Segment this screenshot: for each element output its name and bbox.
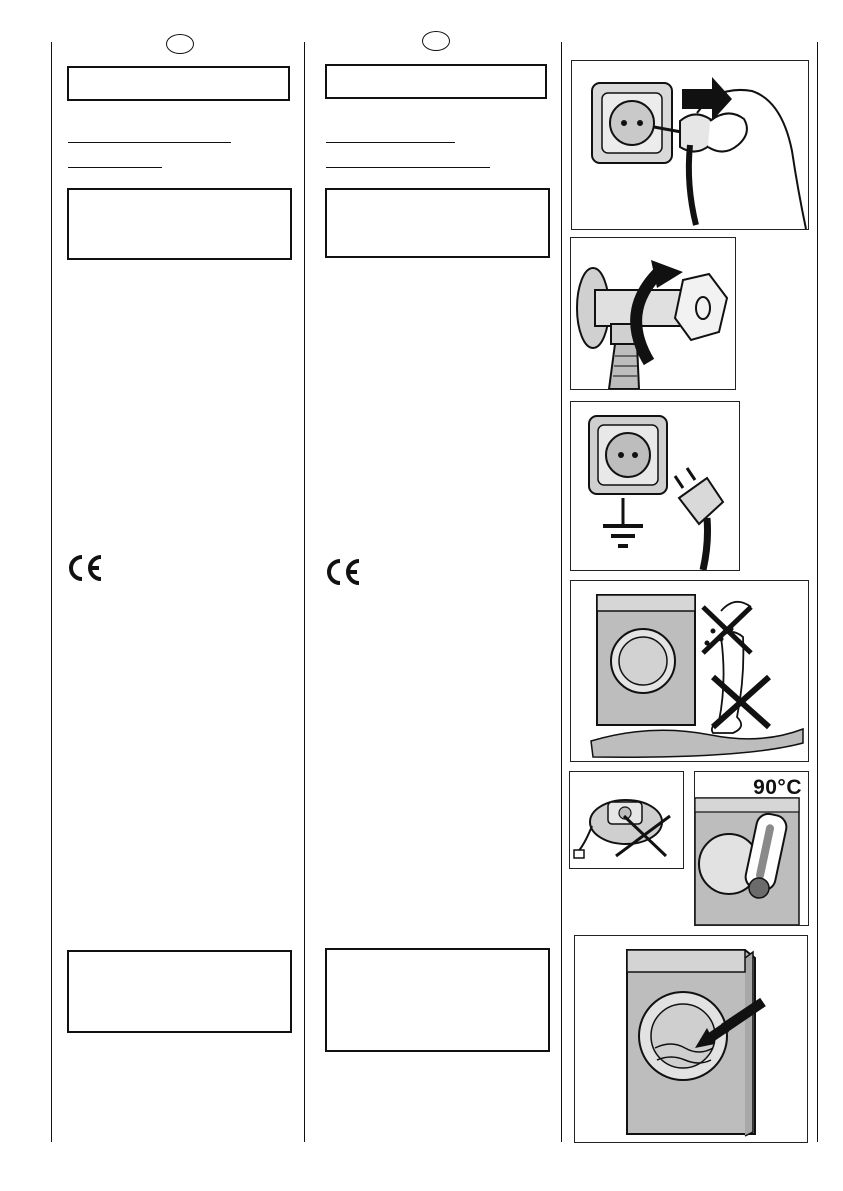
column-divider-3 xyxy=(561,42,562,1142)
water-tap-icon xyxy=(571,238,735,389)
subtitle-underline-middle-2 xyxy=(326,167,490,168)
column-divider-1 xyxy=(51,42,52,1142)
extension-reel-warning-illustration xyxy=(569,771,684,869)
subtitle-underline-middle-1 xyxy=(326,142,455,143)
temperature-label: 90°C xyxy=(753,776,802,799)
language-badge-middle xyxy=(422,31,450,51)
subtitle-underline-left-2 xyxy=(68,167,162,168)
unplug-icon xyxy=(572,61,808,229)
warning-box-middle xyxy=(325,188,550,258)
note-box-left xyxy=(67,950,292,1033)
language-badge-left xyxy=(166,34,194,54)
column-divider-2 xyxy=(304,42,305,1142)
extension-reel-warning-icon xyxy=(570,772,683,868)
wet-hands-warning-illustration xyxy=(570,580,809,762)
unplug-illustration xyxy=(571,60,809,230)
ce-mark-icon-left xyxy=(65,553,105,583)
section-title-box-middle xyxy=(325,64,547,99)
washing-machine-door-icon xyxy=(575,936,807,1142)
note-box-middle xyxy=(325,948,550,1052)
door-glass-illustration xyxy=(574,935,808,1143)
section-title-box-left xyxy=(67,66,290,101)
column-divider-4 xyxy=(817,42,818,1142)
water-tap-illustration xyxy=(570,237,736,390)
warning-box-left xyxy=(67,188,292,260)
wet-hands-warning-icon xyxy=(571,581,808,761)
subtitle-underline-left-1 xyxy=(68,142,231,143)
earthed-socket-illustration xyxy=(570,401,740,571)
earthed-socket-icon xyxy=(571,402,739,570)
ce-mark-icon-middle xyxy=(323,557,363,587)
hot-temperature-illustration xyxy=(694,771,809,926)
